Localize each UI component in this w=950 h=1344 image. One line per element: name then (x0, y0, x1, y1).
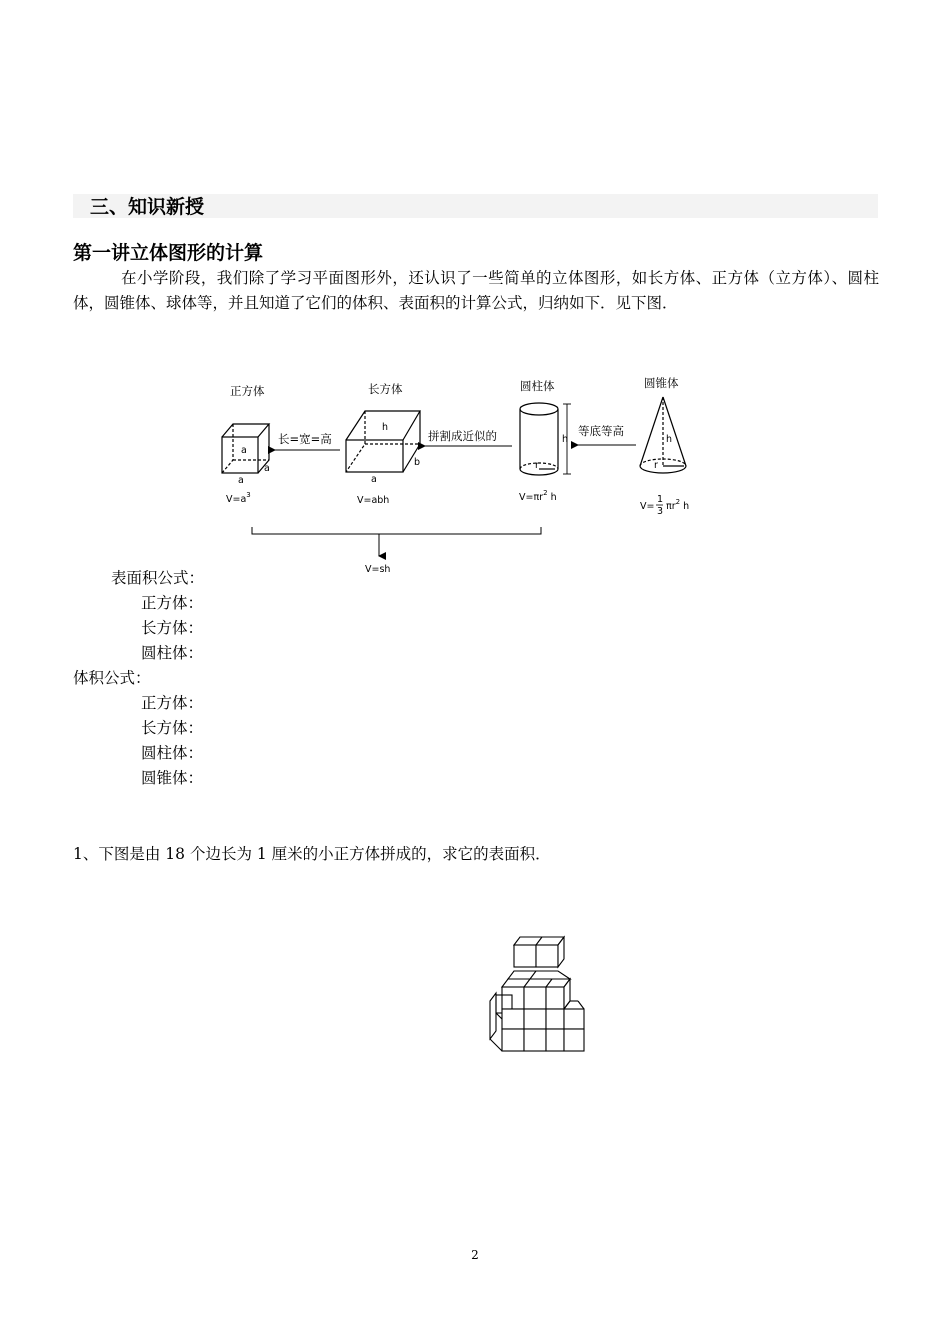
surface-item-cube: 正方体： (141, 594, 204, 612)
cuboid-title: 长方体 (368, 382, 403, 396)
cube-label-a-side: a (264, 463, 270, 474)
surface-item-cuboid: 长方体： (141, 619, 204, 637)
problem-1: 1、下图是由 18 个边长为 1 厘米的小正方体拼成的，求它的表面积． (73, 845, 551, 863)
cone-volume-formula (640, 494, 689, 517)
lecture-title: 第一讲立体图形的计算 (73, 242, 264, 264)
cuboid-label-a: a (371, 474, 377, 485)
svg-text:3: 3 (657, 506, 664, 517)
cube-volume-formula: $V=a^3$ (226, 491, 251, 505)
cuboid-drawing (346, 411, 420, 472)
cube-link-label: 长=宽=高 (278, 432, 332, 446)
intro-paragraph: 在小学阶段，我们除了学习平面图形外，还认识了一些简单的立体图形，如长方体、正方体（立方体）、圆柱体，圆锥体、球体等，并且知道了它们的体积、表面积的计算公式，归纳如下．见下图． (73, 269, 879, 312)
cylinder-volume-formula: $V=\pi r^2$ h (519, 489, 557, 503)
cube-label-a-bottom: a (238, 475, 244, 486)
solids-formula-diagram (0, 0, 950, 600)
svg-text:πr2 h: $\pi r^2$ h (666, 498, 690, 512)
volume-item-cone: 圆锥体： (141, 769, 204, 787)
cuboid-label-b: b (414, 457, 421, 468)
cuboid-volume-formula: V=abh (357, 495, 390, 506)
page-number: 2 (471, 1248, 479, 1262)
svg-text:V=: V= (640, 501, 655, 512)
cuboid-label-h: h (382, 422, 389, 433)
combined-volume-formula: V=sh (365, 564, 391, 575)
cone-label-r: r (654, 460, 658, 471)
section-title: 三、知识新授 (90, 196, 205, 218)
stacked-cubes-figure (480, 935, 590, 1060)
volume-item-cube: 正方体： (141, 694, 204, 712)
volume-item-cylinder: 圆柱体： (141, 744, 204, 762)
cylinder-link-label: 等底等高 (578, 424, 624, 438)
surface-area-heading: 表面积公式： (111, 569, 205, 587)
svg-text:1: 1 (657, 494, 664, 505)
cube-title: 正方体 (230, 384, 265, 398)
cone-label-h: h (666, 434, 673, 445)
cuboid-link-label: 拼割成近似的 (428, 429, 497, 443)
cylinder-label-h: h (562, 434, 569, 445)
cone-drawing (640, 397, 686, 473)
combined-bracket (252, 527, 541, 556)
cylinder-title: 圆柱体 (520, 379, 555, 393)
cone-title: 圆锥体 (644, 376, 679, 390)
volume-item-cuboid: 长方体： (141, 719, 204, 737)
cylinder-label-r: r (535, 460, 539, 471)
surface-item-cylinder: 圆柱体： (141, 644, 204, 662)
volume-heading: 体积公式： (73, 669, 151, 687)
cube-label-a-top: a (241, 445, 247, 456)
